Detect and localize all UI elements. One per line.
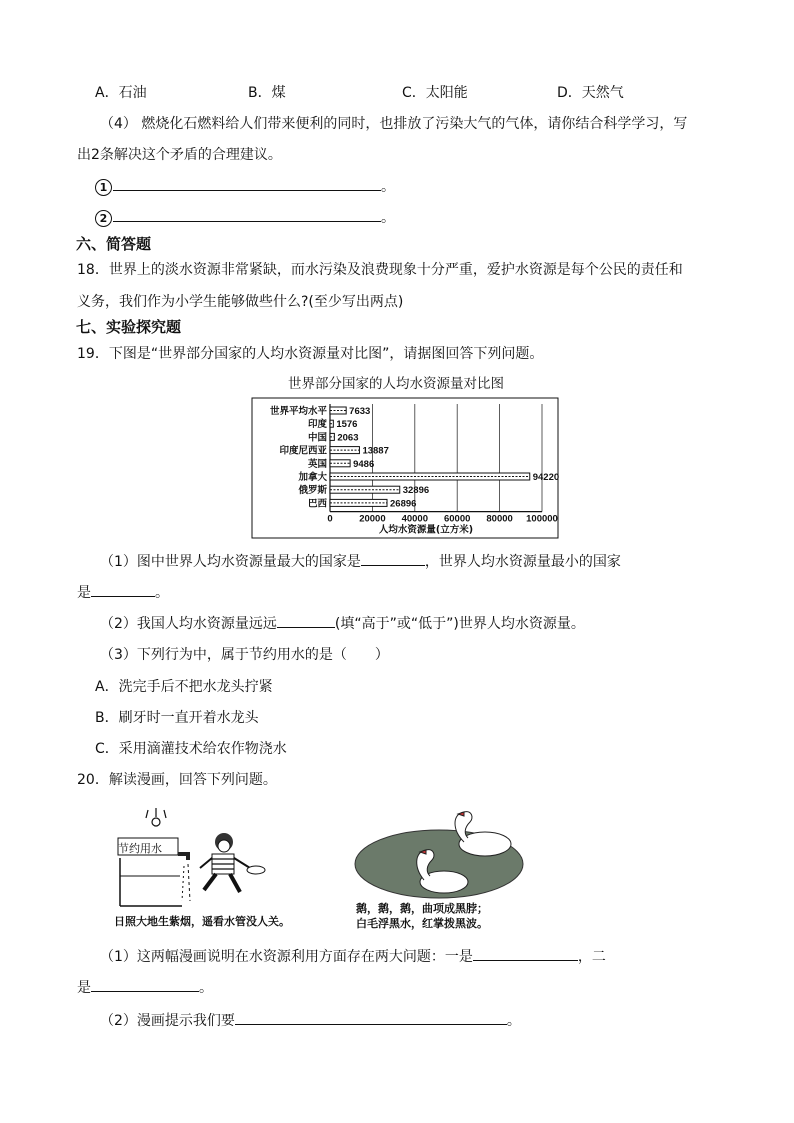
chart-title: 世界部分国家的人均水资源量对比图 (288, 376, 504, 392)
bar (330, 486, 400, 493)
period: 。 (155, 585, 169, 601)
x-tick-label: 100000 (526, 513, 558, 525)
category-label: 中国 (307, 432, 327, 444)
water-resource-chart (250, 396, 562, 540)
x-tick-label: 0 (327, 513, 333, 525)
q20-blank-1[interactable] (473, 946, 578, 961)
data-label: 26896 (390, 498, 417, 510)
q19-sub2-text-a: （2）我国人均水资源量远远 (100, 616, 277, 632)
q19-blank-max[interactable] (361, 551, 425, 566)
q18-line1: 18．世界上的淡水资源非常紧缺，而水污染及浪费现象十分严重，爱护水资源是每个公民的责任和 (77, 262, 683, 278)
section-title-6: 六、简答题 (76, 235, 152, 253)
q19-sub2 (100, 613, 585, 633)
category-label: 世界平均水平 (269, 406, 327, 417)
comic2-caption-line2: 白毛浮黑水，红掌拨黑波。 (356, 917, 488, 930)
category-label: 加拿大 (298, 472, 327, 483)
q19-option-a: A．洗完手后不把水龙头拧紧 (95, 679, 273, 695)
comic2-caption-line1: 鹅，鹅，鹅，曲项成黑脖； (356, 902, 488, 915)
data-label: 13887 (362, 445, 389, 457)
period: 。 (506, 1013, 521, 1029)
q20-sub2 (100, 1010, 521, 1030)
comic-geese-polluted (352, 808, 527, 930)
x-tick-label: 40000 (401, 513, 429, 525)
data-label: 1576 (336, 419, 358, 431)
option-d: D．天然气 (557, 85, 624, 101)
comic-geese-drawing (352, 808, 527, 900)
data-label: 7633 (349, 406, 371, 417)
q19-sub1-text-a: （1）图中世界人均水资源量最大的国家是 (100, 554, 361, 570)
q19-option-b: B．刷牙时一直开着水龙头 (95, 710, 259, 726)
answer-line-2 (95, 207, 395, 227)
option-b: B．煤 (248, 85, 286, 101)
category-label: 印度尼西亚 (279, 445, 327, 457)
period: 。 (381, 179, 395, 195)
x-tick-label: 20000 (359, 513, 386, 525)
comic-tap-running (112, 806, 312, 930)
circled-number-2: 2 (95, 210, 112, 227)
blank-2[interactable] (113, 207, 381, 222)
option-c: C．太阳能 (402, 85, 468, 101)
category-label: 英国 (307, 458, 327, 470)
blank-1[interactable] (113, 176, 381, 191)
q20-sub1-line1 (100, 946, 606, 966)
q20-sub1-text-b: ，二 (577, 949, 606, 965)
q20-sub1-text-c: 是 (77, 980, 91, 996)
q19-sub2-text-b: (填“高于”或“低于”)世界人均水资源量。 (334, 616, 585, 632)
q20-blank-3[interactable] (235, 1010, 507, 1025)
x-axis-label: 人均水资源量(立方米) (378, 524, 474, 536)
data-label: 32896 (402, 485, 430, 497)
answer-line-1 (95, 176, 395, 196)
q20-sub1-line2 (77, 977, 213, 997)
comic-sign-text: 节约用水 (118, 842, 162, 855)
q19-sub1-text-c: 是 (77, 585, 91, 601)
q19-sub1-text-b: ，世界人均水资源量最小的国家 (424, 554, 621, 570)
data-label: 9486 (353, 458, 375, 470)
data-label: 2063 (337, 432, 359, 444)
section-title-7: 七、实验探究题 (76, 318, 182, 336)
circled-number-1: 1 (95, 179, 112, 196)
q20-intro: 20．解读漫画，回答下列问题。 (77, 772, 277, 788)
category-label: 印度 (307, 419, 327, 431)
q19-blank-min[interactable] (91, 582, 155, 597)
period: 。 (199, 980, 213, 996)
q17-sub4-line2: 出2条解决这个矛盾的合理建议。 (77, 147, 282, 163)
q19-sub1-line2 (77, 582, 169, 602)
x-tick-label: 60000 (443, 513, 471, 525)
x-tick-label: 80000 (486, 513, 513, 525)
data-label: 94220 (532, 472, 560, 483)
q20-blank-2[interactable] (91, 977, 199, 992)
q19-blank-compare[interactable] (277, 613, 335, 628)
q19-intro: 19．下图是“世界部分国家的人均水资源量对比图”，请据图回答下列问题。 (77, 346, 544, 362)
comic1-caption: 日照大地生紫烟，遥看水管没人关。 (114, 915, 290, 928)
q17-sub4-line1: （4） 燃烧化石燃料给人们带来便利的同时，也排放了污染大气的气体，请你结合科学学习，写 (100, 116, 688, 132)
option-a: A．石油 (95, 85, 147, 101)
q19-sub3: （3）下列行为中，属于节约用水的是（ ） (100, 647, 389, 663)
bar (330, 460, 350, 467)
period: 。 (381, 210, 395, 226)
q18-line2: 义务，我们作为小学生能够做些什么?(至少写出两点) (77, 294, 404, 310)
category-label: 俄罗斯 (298, 485, 327, 497)
q19-sub1-line1 (100, 551, 621, 571)
q20-sub2-text: （2）漫画提示我们要 (100, 1013, 235, 1029)
comic-tap-drawing (112, 806, 312, 930)
category-label: 巴西 (307, 498, 327, 510)
q19-option-c: C．采用滴灌技术给农作物浇水 (95, 741, 287, 757)
q20-sub1-text-a: （1）这两幅漫画说明在水资源利用方面存在两大问题：一是 (100, 949, 473, 965)
